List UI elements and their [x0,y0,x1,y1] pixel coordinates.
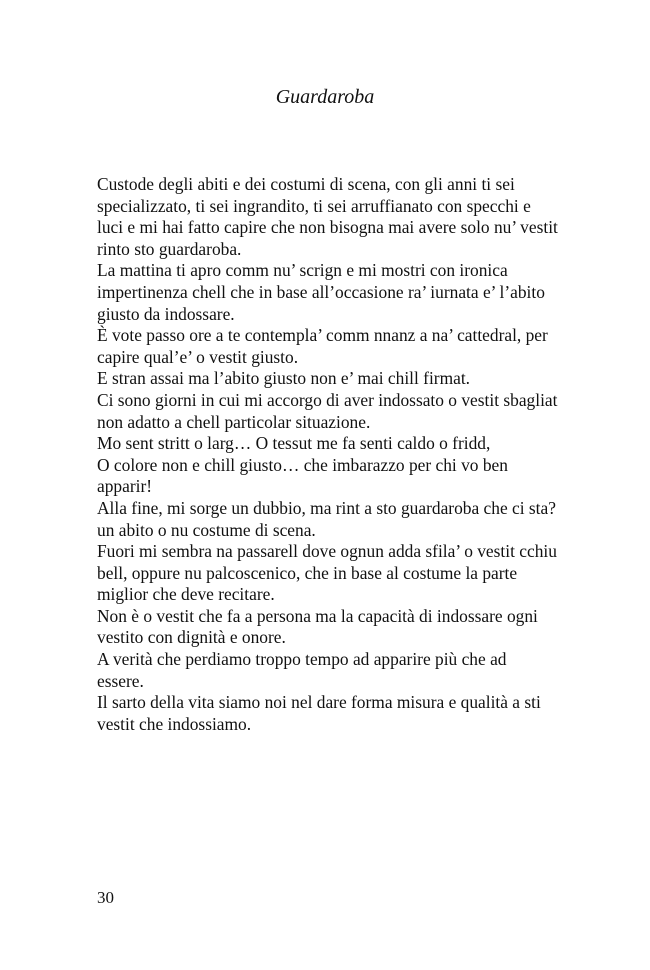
poem-line: rinto sto guardaroba. [97,238,242,259]
poem-line: giusto da indossare. [97,303,235,324]
page-title: Guardaroba [275,86,375,108]
poem-line: E stran assai ma l’abito giusto non e’ mai chill firmat. [97,368,470,389]
poem-line: Ci sono giorni in cui mi accorgo di aver indossato o vestit sbagliat [97,389,558,410]
poem-line: essere. [97,670,144,691]
poem-line: capire qual’e’ o vestit giusto. [97,346,299,367]
poem-line: luci e mi hai fatto capire che non bisogna mai avere solo nu’ vestit [97,217,558,238]
poem-line: apparir! [97,476,153,497]
poem-line: non adatto a chell particolar situazione. [97,411,371,432]
poem-line: miglior che deve recitare. [97,584,275,605]
poem-line: La mattina ti apro comm nu’ scrign e mi mostri con ironica [97,260,508,281]
poem-line: Fuori mi sembra na passarell dove ognun adda sfila’ o vestit cchiu [97,541,557,562]
poem-line: impertinenza chell che in base all’occasione ra’ iurnata e’ l’abito [97,281,545,302]
poem-line: Custode degli abiti e dei costumi di scena, con gli anni ti sei [97,174,515,194]
poem-line: un abito o nu costume di scena. [97,519,316,540]
poem-line: È vote passo ore a te contempla’ comm nnanz a na’ cattedral, per [97,325,548,346]
poem-line: Il sarto della vita siamo noi nel dare forma misura e qualità a sti [97,692,541,713]
poem-line: vestit che indossiamo. [97,713,252,734]
poem-line: Non è o vestit che fa a persona ma la capacità di indossare ogni [97,605,538,626]
poem-body [97,174,577,735]
poem-line: specializzato, ti sei ingrandito, ti sei arruffianato con specchi e [97,195,531,216]
poem-line: Mo sent stritt o larg… O tessut me fa senti caldo o fridd, [97,433,491,454]
poem-line: O colore non e chill giusto… che imbarazzo per chi vo ben [97,454,508,475]
poem-line: vestito con dignità e onore. [97,627,286,648]
poem-line: Alla fine, mi sorge un dubbio, ma rint a sto guardaroba che ci sta? [97,497,556,518]
poem-line: A verità che perdiamo troppo tempo ad apparire più che ad [97,649,507,670]
poem-line: bell, oppure nu palcoscenico, che in base al costume la parte [97,562,518,583]
page-number: 30 [97,888,114,907]
